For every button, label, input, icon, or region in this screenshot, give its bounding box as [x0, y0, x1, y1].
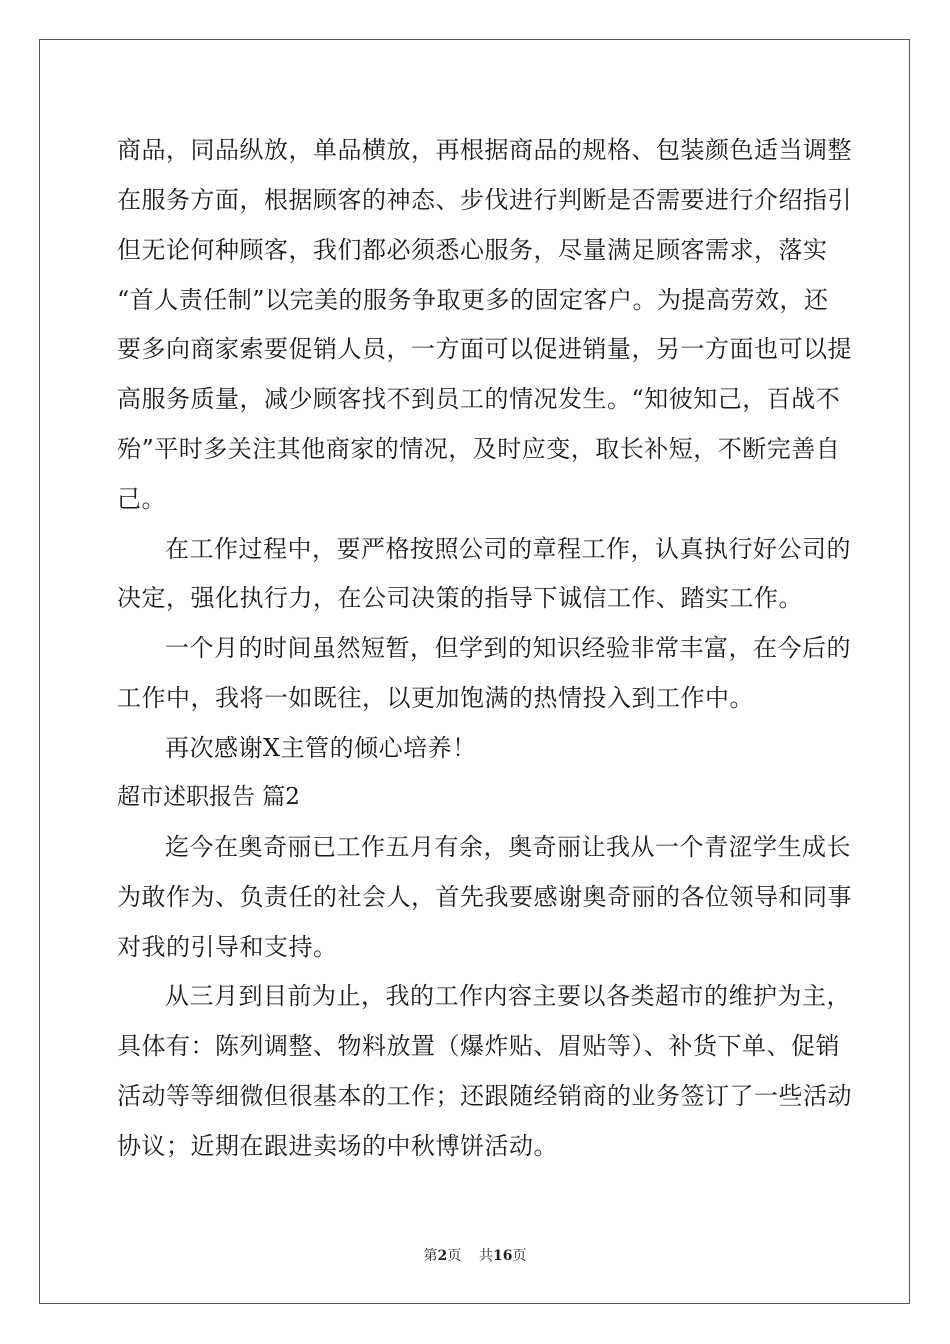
- current-page-number: 2: [437, 1248, 448, 1264]
- total-prefix: 共: [479, 1248, 494, 1264]
- text-line: 工作中，我将一如既往，以更加饱满的热情投入到工作中。: [117, 684, 754, 712]
- text-line: 在服务方面，根据顾客的神态、步伐进行判断是否需要进行介绍指引: [117, 186, 852, 214]
- text-line: 高服务质量，减少顾客找不到员工的情况发生。“知彼知己，百战不: [117, 385, 841, 413]
- page-footer: [0, 1245, 950, 1265]
- text-line: 但无论何种顾客，我们都必须悉心服务，尽量满足顾客需求，落实: [117, 236, 828, 264]
- total-pages-number: 16: [493, 1248, 513, 1264]
- section-heading: 超市述职报告 篇2: [117, 784, 300, 810]
- text-line: 活动等等细微但很基本的工作；还跟随经销商的业务签订了一些活动: [117, 1082, 852, 1110]
- paragraph-first-line: 再次感谢X主管的倾心培养！: [165, 734, 477, 762]
- page-unit: 页: [447, 1248, 462, 1264]
- text-line: “首人责任制”以完美的服务争取更多的固定客户。为提高劳效，还: [117, 286, 829, 314]
- paragraph-first-line: 从三月到目前为止，我的工作内容主要以各类超市的维护为主，: [165, 982, 851, 1010]
- text-line: 具体有：陈列调整、物料放置（爆炸贴、眉贴等）、补货下单、促销: [117, 1032, 840, 1060]
- text-line: 商品，同品纵放，单品横放，再根据商品的规格、包装颜色适当调整: [117, 136, 852, 164]
- text-line: 对我的引导和支持。: [117, 933, 338, 961]
- text-line: 殆”平时多关注其他商家的情况，及时应变，取长补短，不断完善自: [117, 435, 841, 463]
- text-line: 决定，强化执行力，在公司决策的指导下诚信工作、踏实工作。: [117, 584, 803, 612]
- total-unit: 页: [512, 1248, 527, 1264]
- text-line: 为敢作为、负责任的社会人，首先我要感谢奥奇丽的各位领导和同事: [117, 883, 852, 911]
- paragraph-first-line: 在工作过程中，要严格按照公司的章程工作，认真执行好公司的: [165, 535, 851, 563]
- paragraph-first-line: 迄今在奥奇丽已工作五月有余，奥奇丽让我从一个青涩学生成长: [165, 833, 851, 861]
- page-prefix: 第: [423, 1248, 438, 1264]
- text-line: 协议；近期在跟进卖场的中秋博饼活动。: [117, 1132, 558, 1160]
- page-border: [39, 39, 910, 1304]
- text-line: 要多向商家索要促销人员，一方面可以促进销量，另一方面也可以提: [117, 335, 852, 363]
- text-line: 己。: [117, 485, 166, 513]
- paragraph-first-line: 一个月的时间虽然短暂，但学到的知识经验非常丰富，在今后的: [165, 634, 851, 662]
